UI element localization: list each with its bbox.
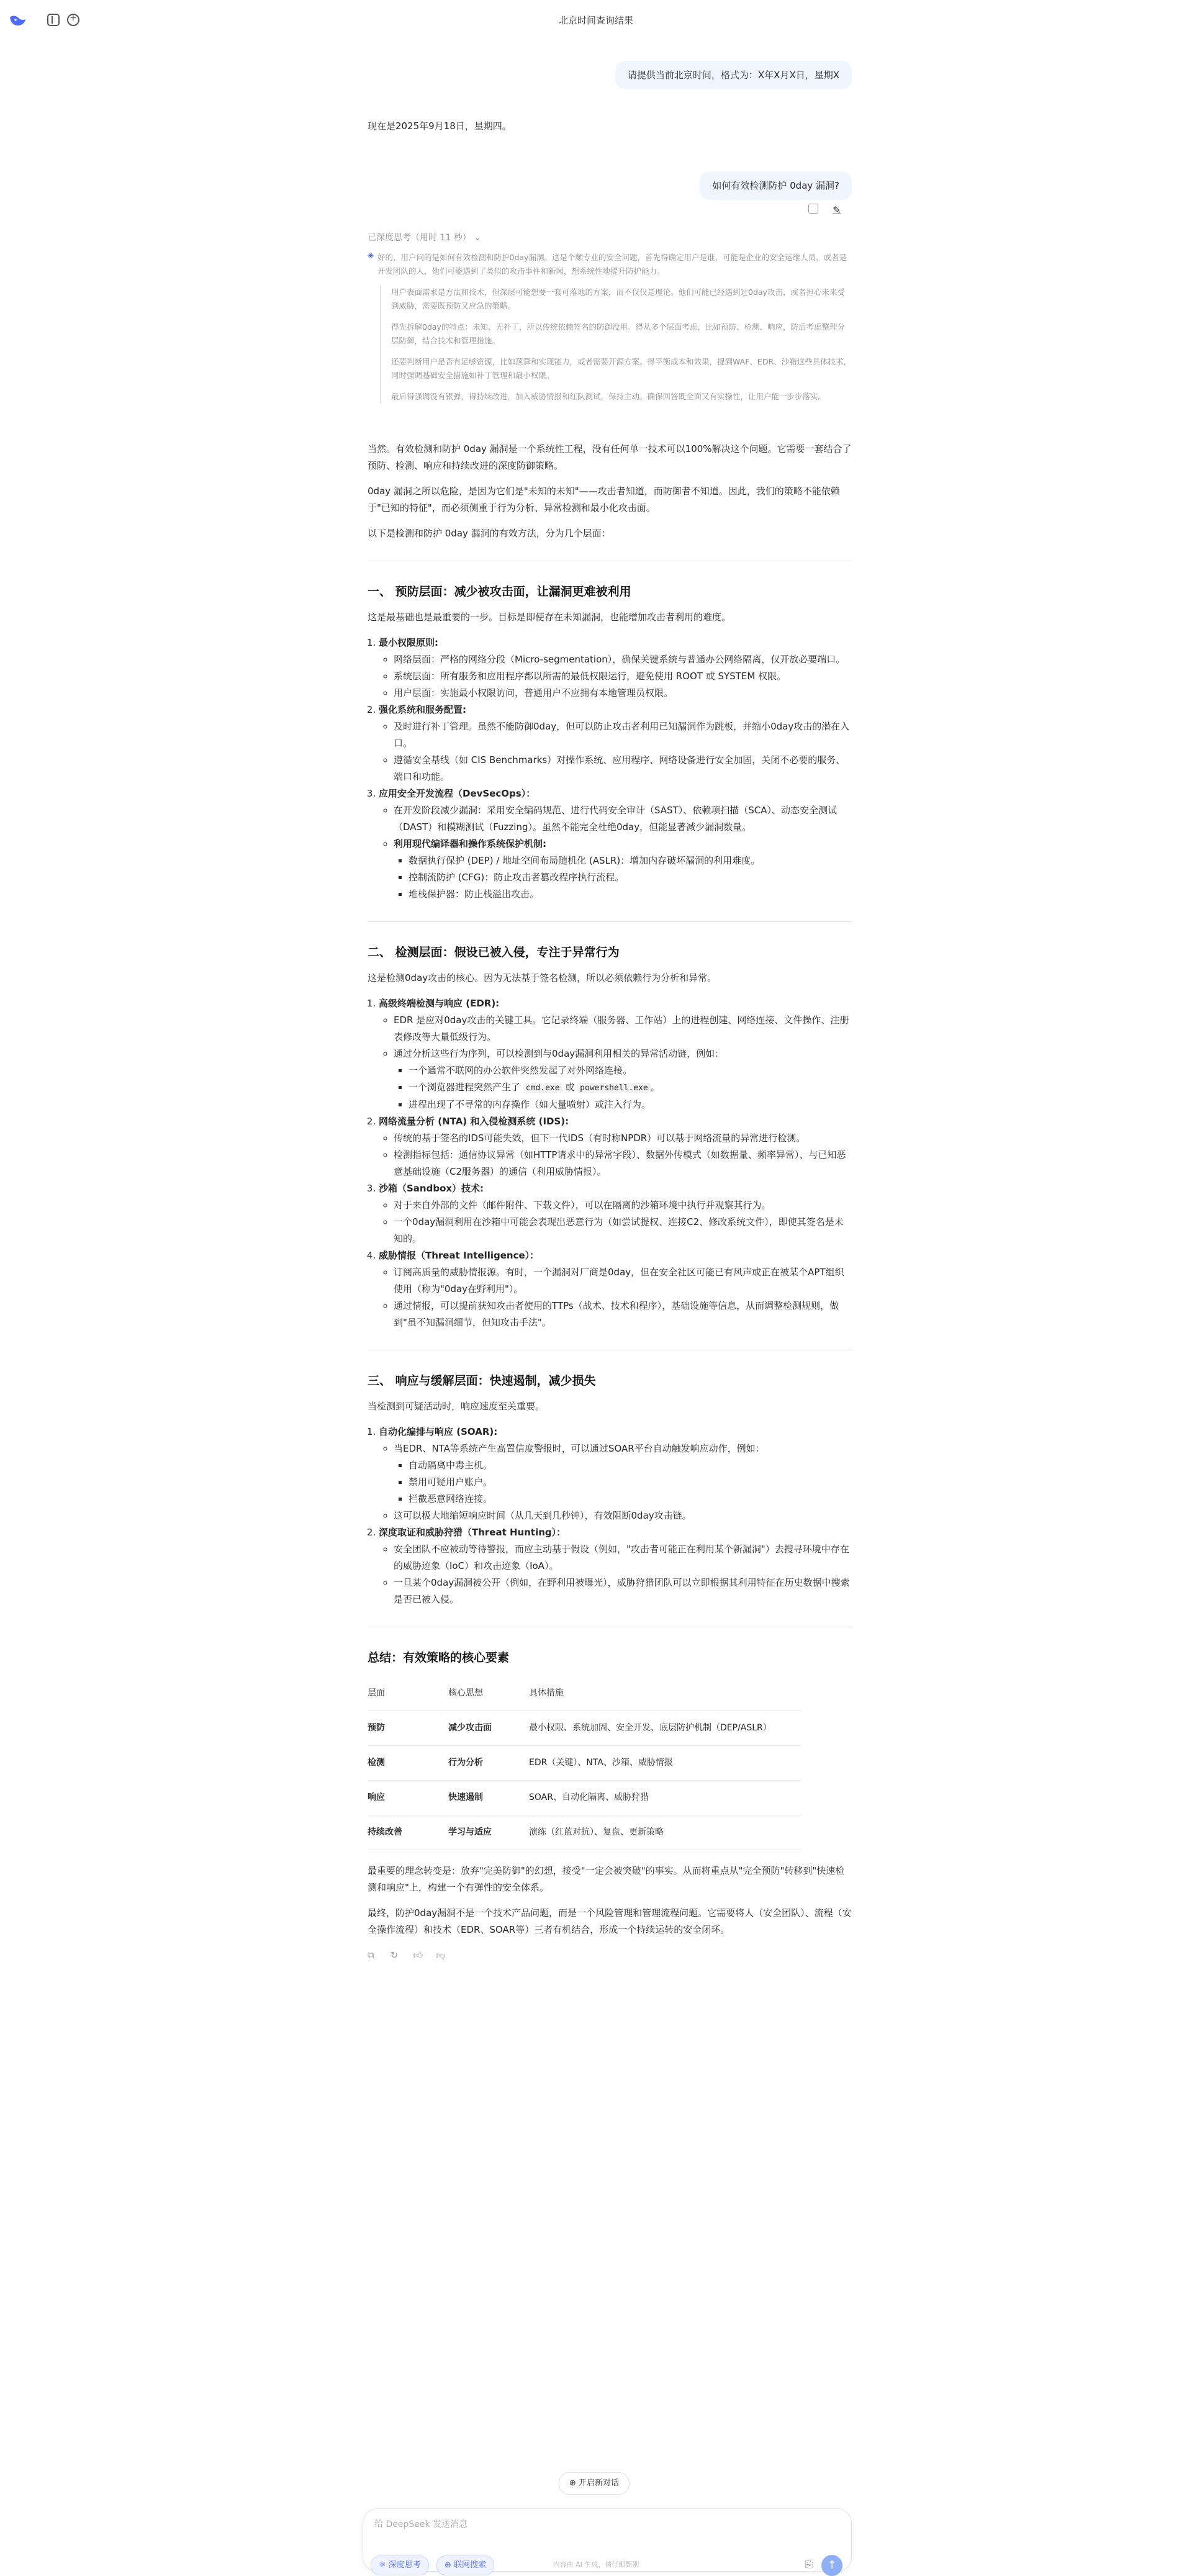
thumbs-down-icon[interactable]: 👎︎ bbox=[436, 1950, 446, 1961]
chevron-down-icon: ⌄ bbox=[474, 233, 481, 243]
disclaimer: 内容由 AI 生成，请仔细甄别 bbox=[553, 2560, 639, 2569]
chat-plus-icon: ⊕ bbox=[569, 2479, 576, 2488]
atom-icon: ⚛ bbox=[379, 2560, 386, 2570]
message-actions bbox=[808, 204, 841, 216]
assistant-message: 现在是2025年9月18日，星期四。 bbox=[368, 120, 512, 132]
thinking-section bbox=[368, 231, 852, 411]
table-header-row: 层面 核心思想 具体措施 bbox=[368, 1676, 802, 1711]
section-heading: 总结：有效策略的核心要素 bbox=[368, 1651, 510, 1665]
globe-icon: ⊕ bbox=[445, 2560, 451, 2570]
message-input[interactable]: 给 DeepSeek 发送消息 bbox=[374, 2520, 468, 2529]
table-row: 响应 快速遏制 SOAR、自动化隔离、威胁狩猎 bbox=[368, 1781, 802, 1815]
thumbs-up-icon[interactable]: 👍︎ bbox=[413, 1950, 423, 1961]
table-row: 持续改善 学习与适应 演练（红蓝对抗）、复盘、更新策略 bbox=[368, 1815, 802, 1850]
thinking-content: 用户表面需求是方法和技术，但深层可能想要一套可落地的方案，而不仅仅是理论。他们可能已经遇到过0day攻击，或者担心未来受到威胁，需要既预防又应急的策略。 得先拆解0day的特点：未知、无补丁，所以传统依赖签名的防御没用。得从多个层面考虑，比如预防、检测、响应，防后考虑整理分层防御，结合技术和管理措施。 还要判断用户是否有足够资源，比如预算和实现能力，或者需要开源方案。得平衡成本和效果，提到WAF、EDR、沙箱这些具体技术，同时强调基础安全措施如补丁管理和最小权限。 最后得强调没有银弹，得持续改进，加入威胁情报和红队测试，保持主动。确保回答既全面又有实操性，让用户能一步步落实。 bbox=[380, 286, 852, 404]
thinking-toggle[interactable]: 已深度思考（用时 11 秒） ⌄ bbox=[368, 233, 481, 243]
section-heading: 二、 检测层面：假设已被入侵，专注于异常行为 bbox=[368, 946, 620, 959]
web-search-toggle[interactable]: ⊕ 联网搜索 bbox=[436, 2556, 494, 2575]
answer-actions bbox=[368, 1947, 852, 1964]
thinking-content: 好的，用户问的是如何有效检测和防护0day漏洞。这是个颇专业的安全问题，首先得确定用户是谁，可能是企业的安全运维人员，或者是开发团队的人，他们可能遇到了类似的攻击事件和新闻，想系统性地提升防护能力。 bbox=[377, 253, 847, 276]
edit-icon[interactable]: ✎ bbox=[833, 204, 841, 216]
table-row: 检测 行为分析 EDR（关键）、NTA、沙箱、威胁情报 bbox=[368, 1746, 802, 1781]
arrow-up-icon: ↑ bbox=[827, 2559, 837, 2572]
regenerate-icon[interactable]: ↻ bbox=[390, 1950, 399, 1961]
section-heading: 三、 响应与缓解层面：快速遏制，减少损失 bbox=[368, 1374, 596, 1388]
user-message: 如何有效检测防护 0day 漏洞? bbox=[700, 171, 852, 200]
top-bar bbox=[0, 0, 1192, 40]
deep-think-toggle[interactable]: ⚛ 深度思考 bbox=[371, 2556, 429, 2575]
table-row: 预防 减少攻击面 最小权限、系统加固、安全开发、底层防护机制（DEP/ASLR） bbox=[368, 1711, 802, 1746]
page-title: 北京时间查询结果 bbox=[558, 15, 633, 26]
copy-icon[interactable] bbox=[808, 204, 818, 214]
attachment-icon[interactable]: ⎘ bbox=[805, 2559, 813, 2570]
section-heading: 一、 预防层面：减少被攻击面，让漏洞更难被利用 bbox=[368, 585, 631, 599]
summary-table bbox=[368, 1676, 802, 1850]
assistant-answer: 当然。有效检测和防护 0day 漏洞是一个系统性工程，没有任何单一技术可以100%解决这个问题。它需要一套结合了预防、检测、响应和持续改进的深度防御策略。 0day 漏洞之所以危险，是因为它们是"未知的未知"——攻击者知道，而防御者不知道。因此，我们的策略不能依赖于"已知的特征"，而必须侧重于行为分析、异常检测和最小化攻击面。 以下是检测和防护 0day 漏洞的有效方法，分为几个层面： 一、 预防层面：减少被攻击面，让漏洞更难被利用 这是最基础也是最重要的一步。目标是即使存在未知漏洞，也能增加攻击者利用的难度。 1. 最小权限原则: ◦ 网络层面：严格的网络分段（Micro-segmentation），确保关键系统与普通办公网络隔离，仅开放必要端口。 ◦ 系统层面：所有服务和应用程序都以所需的最低权限运行，避免使用 ROOT 或 SYSTEM 权限。 ◦ 用户层面：实施最小权限访问，普通用户不应拥有本地管理员权限。 2. 强化系统和服务配置: ◦ 及时进行补丁管理。虽然不能防御0day，但可以防止攻击者利用已知漏洞作为跳板，并缩小0day攻击的潜在入口。 ◦ 遵循安全基线（如 CIS Benchmarks）对操作系统、应用程序、网络设备进行安全加固，关闭不必要的服务、端口和功能。 3. 应用安全开发流程（DevSecOps）： ◦ 在开发阶段减少漏洞：采用安全编码规范、进行代码安全审计（SAST）、依赖项扫描（SCA）、动态安全测试（DAST）和模糊测试（Fuzzing）。虽然不能完全杜绝0day，但能显著减少漏洞数量。 ◦ 利用现代编译器和操作系统保护机制: ▪ 数据执行保护 (DEP) / 地址空间布局随机化 (ASLR)：增加内存破坏漏洞的利用难度。 ▪ 控制流防护 (CFG)：防止攻击者篡改程序执行流程。 ▪ 堆栈保护器：防止栈溢出攻击。 二、 检测层面：假设已被入侵，专注于异常行为 这是检测0day攻击的核心。因为无法基于签名检测，所以必须依赖行为分析和异常。 1. 高级终端检测与响应 (EDR): ◦ EDR 是应对0day攻击的关键工具。它记录终端（服务器、工作站）上的进程创建、网络连接、文件操作、注册表修改等大量低级行为。 ◦ 通过分析这些行为序列，可以检测到与0day漏洞利用相关的异常活动链，例如： ▪ 一个通常不联网的办公软件突然发起了对外网络连接。 ▪ 一个浏览器进程突然产生了 cmd.exe 或 powershell.exe 。 ▪ 进程出现了不寻常的内存操作（如大量喷射）或注入行为。 2. 网络流量分析 (NTA) 和入侵检测系统 (IDS): ◦ 传统的基于签名的IDS可能失效，但下一代IDS（有时称NPDR）可以基于网络流量的异常进行检测。 ◦ 检测指标包括：通信协议异常（如HTTP请求中的异常字段）、数据外传模式（如数据量、频率异常）、与已知恶意基础设施（C2服务器）的通信（利用威胁情报）。 3. 沙箱（Sandbox）技术: ◦ 对于来自外部的文件（邮件附件、下载文件），可以在隔离的沙箱环境中执行并观察其行为。 ◦ 一个0day漏洞利用在沙箱中可能会表现出恶意行为（如尝试提权、连接C2、修改系统文件），即使其签名是未知的。 4. 威胁情报（Threat Intelligence）： ◦ 订阅高质量的威胁情报源。有时，一个漏洞对厂商是0day，但在安全社区可能已有风声或正在被某个APT组织使用（称为"0day在野利用"）。 ◦ 通过情报，可以提前获知攻击者使用的TTPs（战术、技术和程序），基础设施等信息，从而调整检测规则，做到"虽不知漏洞细节，但知攻击手法"。 三、 响应与缓解层面：快速遏制，减少损失 当检测到可疑活动时，响应速度至关重要。 1. 自动化编排与响应 (SOAR): ◦ 当EDR、NTA等系统产生高置信度警报时，可以通过SOAR平台自动触发响应动作，例如： ▪ 自动隔离中毒主机。 ▪ 禁用可疑用户账户。 ▪ 拦截恶意网络连接。 ◦ 这可以极大地缩短响应时间（从几天到几秒钟），有效阻断0day攻击链。 2. 深度取证和威胁狩猎（Threat Hunting）： ◦ 安全团队不应被动等待警报，而应主动基于假设（例如，"攻击者可能正在利用某个新漏洞"）去搜寻环境中存在的威胁迹象（IoC）和攻击迹象（IoA）。 ◦ 一旦某个0day漏洞被公开（例如，在野利用被曝光），威胁狩猎团队可以立即根据其利用特征在历史数据中搜索是否已被入侵。 总结：有效策略的核心要素 层面 核心思想 具体措施 预防 减少攻击面 最小权限、系统加固、安全开发、底层防护机制（DEP/ASLR） 检测 行为分析 EDR（关键）、NTA、沙箱、威胁情报 响应 快速遏制 SOAR、自动化隔离、威胁狩猎 持续改善 学习与适应 演练（红蓝对抗）、复盘、更新策略 最重要的理念转变是：放弃"完美防御"的幻想，接受"一定会被突破"的事实。从而将重点从"完全预防"转移到"快速检测和响应"上，构建一个有弹性的安全体系。 最终，防护0day漏洞不是一个技术产品问题，而是一个风险管理和管理流程问题。它需要将人（安全团队）、流程（安全操作流程）和技术（EDR、SOAR等）三者有机结合，形成一个持续运转的安全闭环。 ⧉ ↻ 👍︎ 👎︎ bbox=[368, 441, 852, 1964]
deepseek-small-icon: ◈ bbox=[368, 251, 374, 260]
user-message: 请提供当前北京时间，格式为：X年X月X日，星期X bbox=[615, 61, 852, 89]
copy-icon[interactable]: ⧉ bbox=[368, 1950, 374, 1961]
new-chat-button[interactable]: ⊕ 开启新对话 bbox=[559, 2472, 630, 2495]
